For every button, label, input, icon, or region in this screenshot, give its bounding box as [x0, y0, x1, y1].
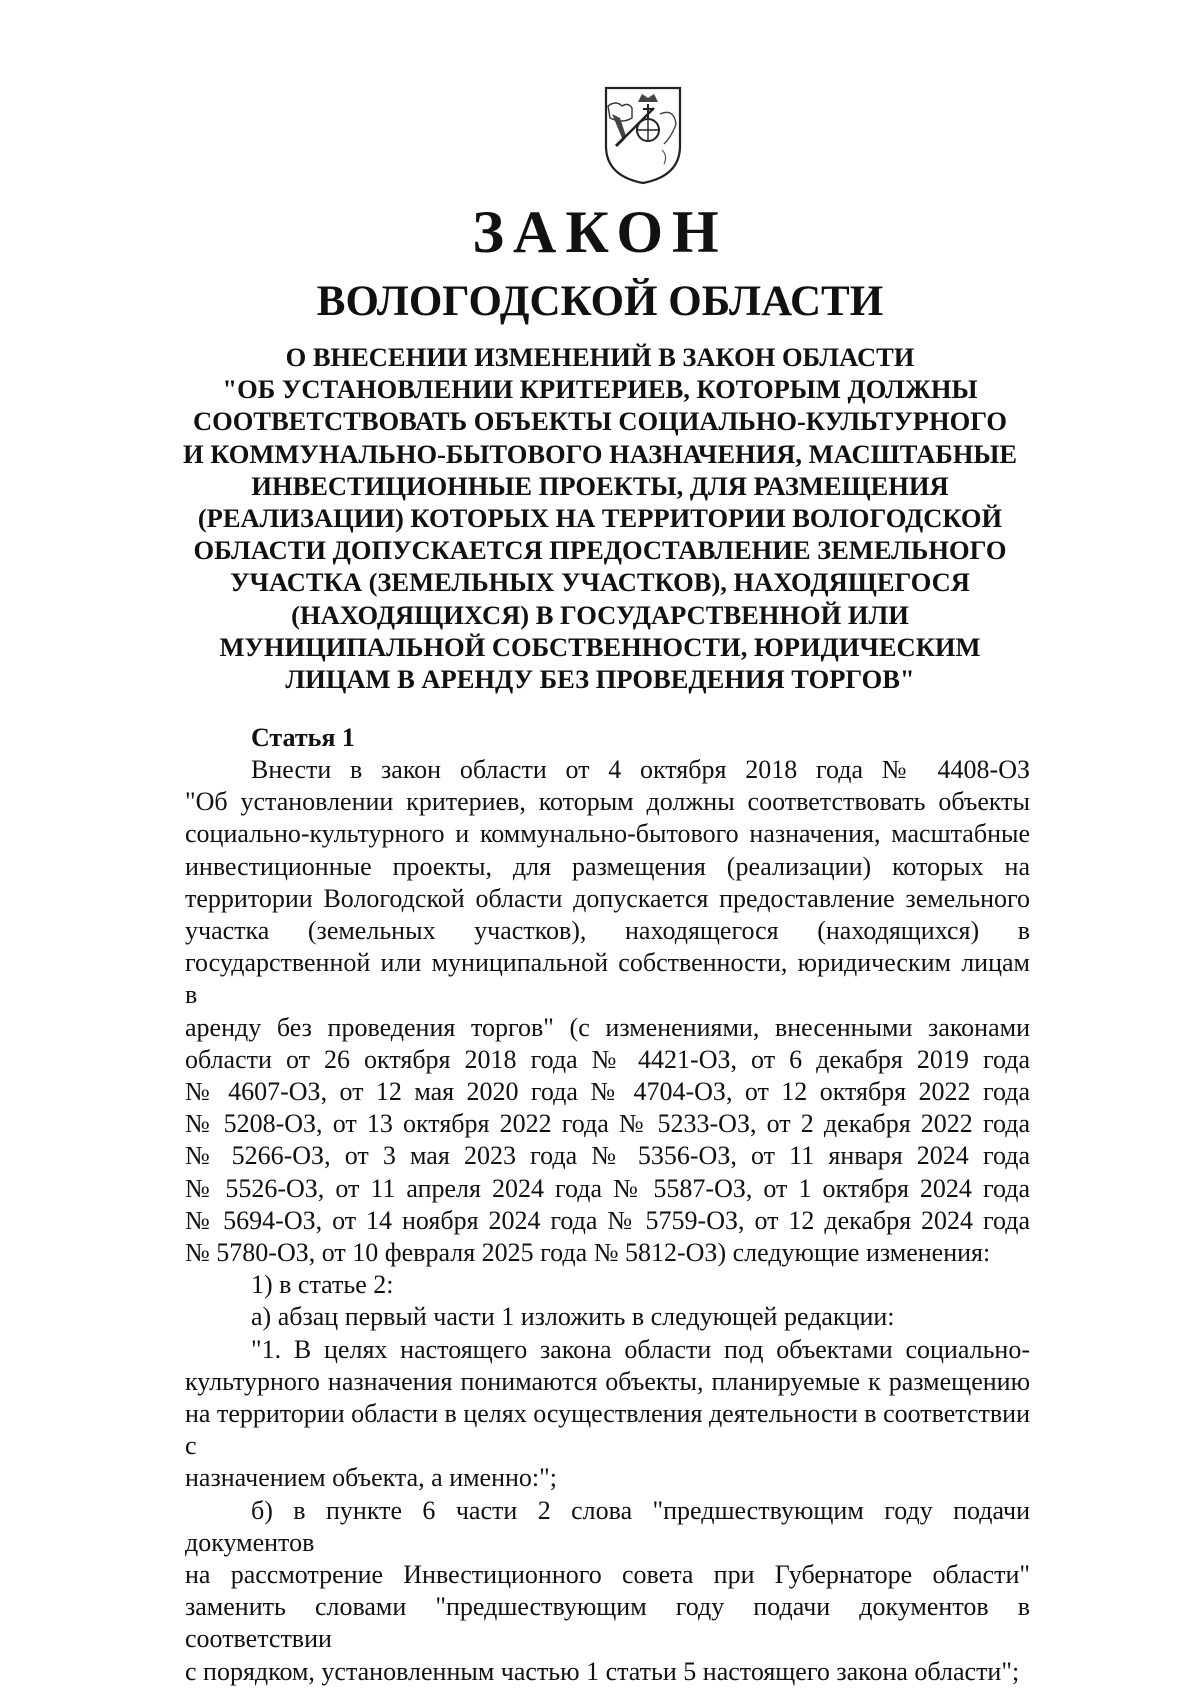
quoted-text	[185, 1334, 1030, 1495]
paragraph-line: территории Вологодской области допускается предоставление земельного	[185, 883, 1030, 913]
law-name-line: (НАХОДЯЩИХСЯ) В ГОСУДАРСТВЕННОЙ ИЛИ	[291, 599, 909, 630]
item-b-line: на рассмотрение Инвестиционного совета при Губернаторе области"	[185, 1560, 1030, 1590]
law-name-line: ИНВЕСТИЦИОННЫЕ ПРОЕКТЫ, ДЛЯ РАЗМЕЩЕНИЯ	[251, 470, 949, 501]
paragraph-line: государственной или муниципальной собственности, юридическим лицам в	[185, 948, 1030, 1010]
law-name-line: И КОММУНАЛЬНО-БЫТОВОГО НАЗНАЧЕНИЯ, МАСШТАБНЫЕ	[182, 438, 1018, 469]
paragraph-line: участка (земельных участков), находящегося (находящихся) в	[185, 916, 1030, 946]
article-title: Статья 1	[251, 723, 355, 752]
paragraph-line: № 5526-ОЗ, от 11 апреля 2024 года № 5587-ОЗ, от 1 октября 2024 года	[185, 1173, 1030, 1203]
item-1: 1) в статье 2:	[251, 1270, 394, 1300]
paragraph-line: социально-культурного и коммунально-бытового назначения, масштабные	[185, 819, 1030, 849]
item-b-line: с порядком, установленным частью 1 статьи 5 настоящего закона области";	[185, 1656, 1020, 1686]
paragraph-line: области от 26 октября 2018 года № 4421-ОЗ, от 6 декабря 2019 года	[185, 1044, 1030, 1074]
law-name-heading	[160, 341, 1040, 695]
paragraph-line: № 5266-ОЗ, от 3 мая 2023 года № 5356-ОЗ, от 11 января 2024 года	[185, 1141, 1030, 1171]
law-name-line: "ОБ УСТАНОВЛЕНИИ КРИТЕРИЕВ, КОТОРЫМ ДОЛЖНЫ	[222, 374, 978, 405]
paragraph-line: инвестиционные проекты, для размещения (реализации) которых на	[185, 851, 1030, 881]
law-name-line: ОБЛАСТИ ДОПУСКАЕТСЯ ПРЕДОСТАВЛЕНИЕ ЗЕМЕЛЬНОГО	[193, 535, 1007, 566]
document-subtitle: ВОЛОГОДСКОЙ ОБЛАСТИ	[316, 278, 884, 325]
paragraph-line: № 4607-ОЗ, от 12 мая 2020 года № 4704-ОЗ, от 12 октября 2022 года	[185, 1077, 1030, 1107]
law-name-line: УЧАСТКА (ЗЕМЕЛЬНЫХ УЧАСТКОВ), НАХОДЯЩЕГОСЯ	[230, 567, 970, 598]
main-paragraph	[185, 754, 1030, 1269]
law-name-line: МУНИЦИПАЛЬНОЙ СОБСТВЕННОСТИ, ЮРИДИЧЕСКИМ	[219, 631, 981, 662]
law-name-line: О ВНЕСЕНИИ ИЗМЕНЕНИЙ В ЗАКОН ОБЛАСТИ	[285, 342, 915, 372]
quote-line: культурного назначения понимаются объекты, планируемые к размещению	[185, 1366, 1030, 1396]
quote-line: назначением объекта, а именно:";	[185, 1463, 557, 1493]
quote-line: на территории области в целях осуществления деятельности в соответствии с	[185, 1399, 1030, 1461]
item-b	[185, 1495, 1030, 1688]
article-body	[185, 754, 1030, 1688]
paragraph-line: "Об установлении критериев, которым должны соответствовать объекты	[185, 787, 1030, 817]
coat-of-arms-icon	[602, 84, 684, 186]
paragraph-line: № 5694-ОЗ, от 14 ноября 2024 года № 5759-ОЗ, от 12 декабря 2024 года	[185, 1205, 1030, 1235]
item-b-line: б) в пункте 6 части 2 слова "предшествующим году подачи документов	[185, 1495, 1030, 1557]
quote-line: "1. В целях настоящего закона области под объектами социально-	[251, 1334, 1030, 1364]
paragraph-line: аренду без проведения торгов" (с изменениями, внесенными законами	[185, 1012, 1030, 1042]
paragraph-line: Внести в закон области от 4 октября 2018 года № 4408-ОЗ	[251, 755, 1030, 784]
paragraph-line: № 5208-ОЗ, от 13 октября 2022 года № 5233-ОЗ, от 2 декабря 2022 года	[185, 1109, 1030, 1139]
item-a: а) абзац первый части 1 изложить в следующей редакции:	[251, 1302, 895, 1332]
document-title: ЗАКОН	[472, 199, 728, 265]
law-name-line: СООТВЕТСТВОВАТЬ ОБЪЕКТЫ СОЦИАЛЬНО-КУЛЬТУРНОГО	[192, 406, 1008, 437]
law-name-line: ЛИЦАМ В АРЕНДУ БЕЗ ПРОВЕДЕНИЯ ТОРГОВ"	[285, 664, 915, 695]
law-name-line: (РЕАЛИЗАЦИИ) КОТОРЫХ НА ТЕРРИТОРИИ ВОЛОГОДСКОЙ	[197, 503, 1003, 534]
item-b-line: заменить словами "предшествующим году подачи документов в соответствии	[185, 1592, 1030, 1654]
paragraph-line: № 5780-ОЗ, от 10 февраля 2025 года № 5812-ОЗ) следующие изменения:	[185, 1238, 991, 1268]
